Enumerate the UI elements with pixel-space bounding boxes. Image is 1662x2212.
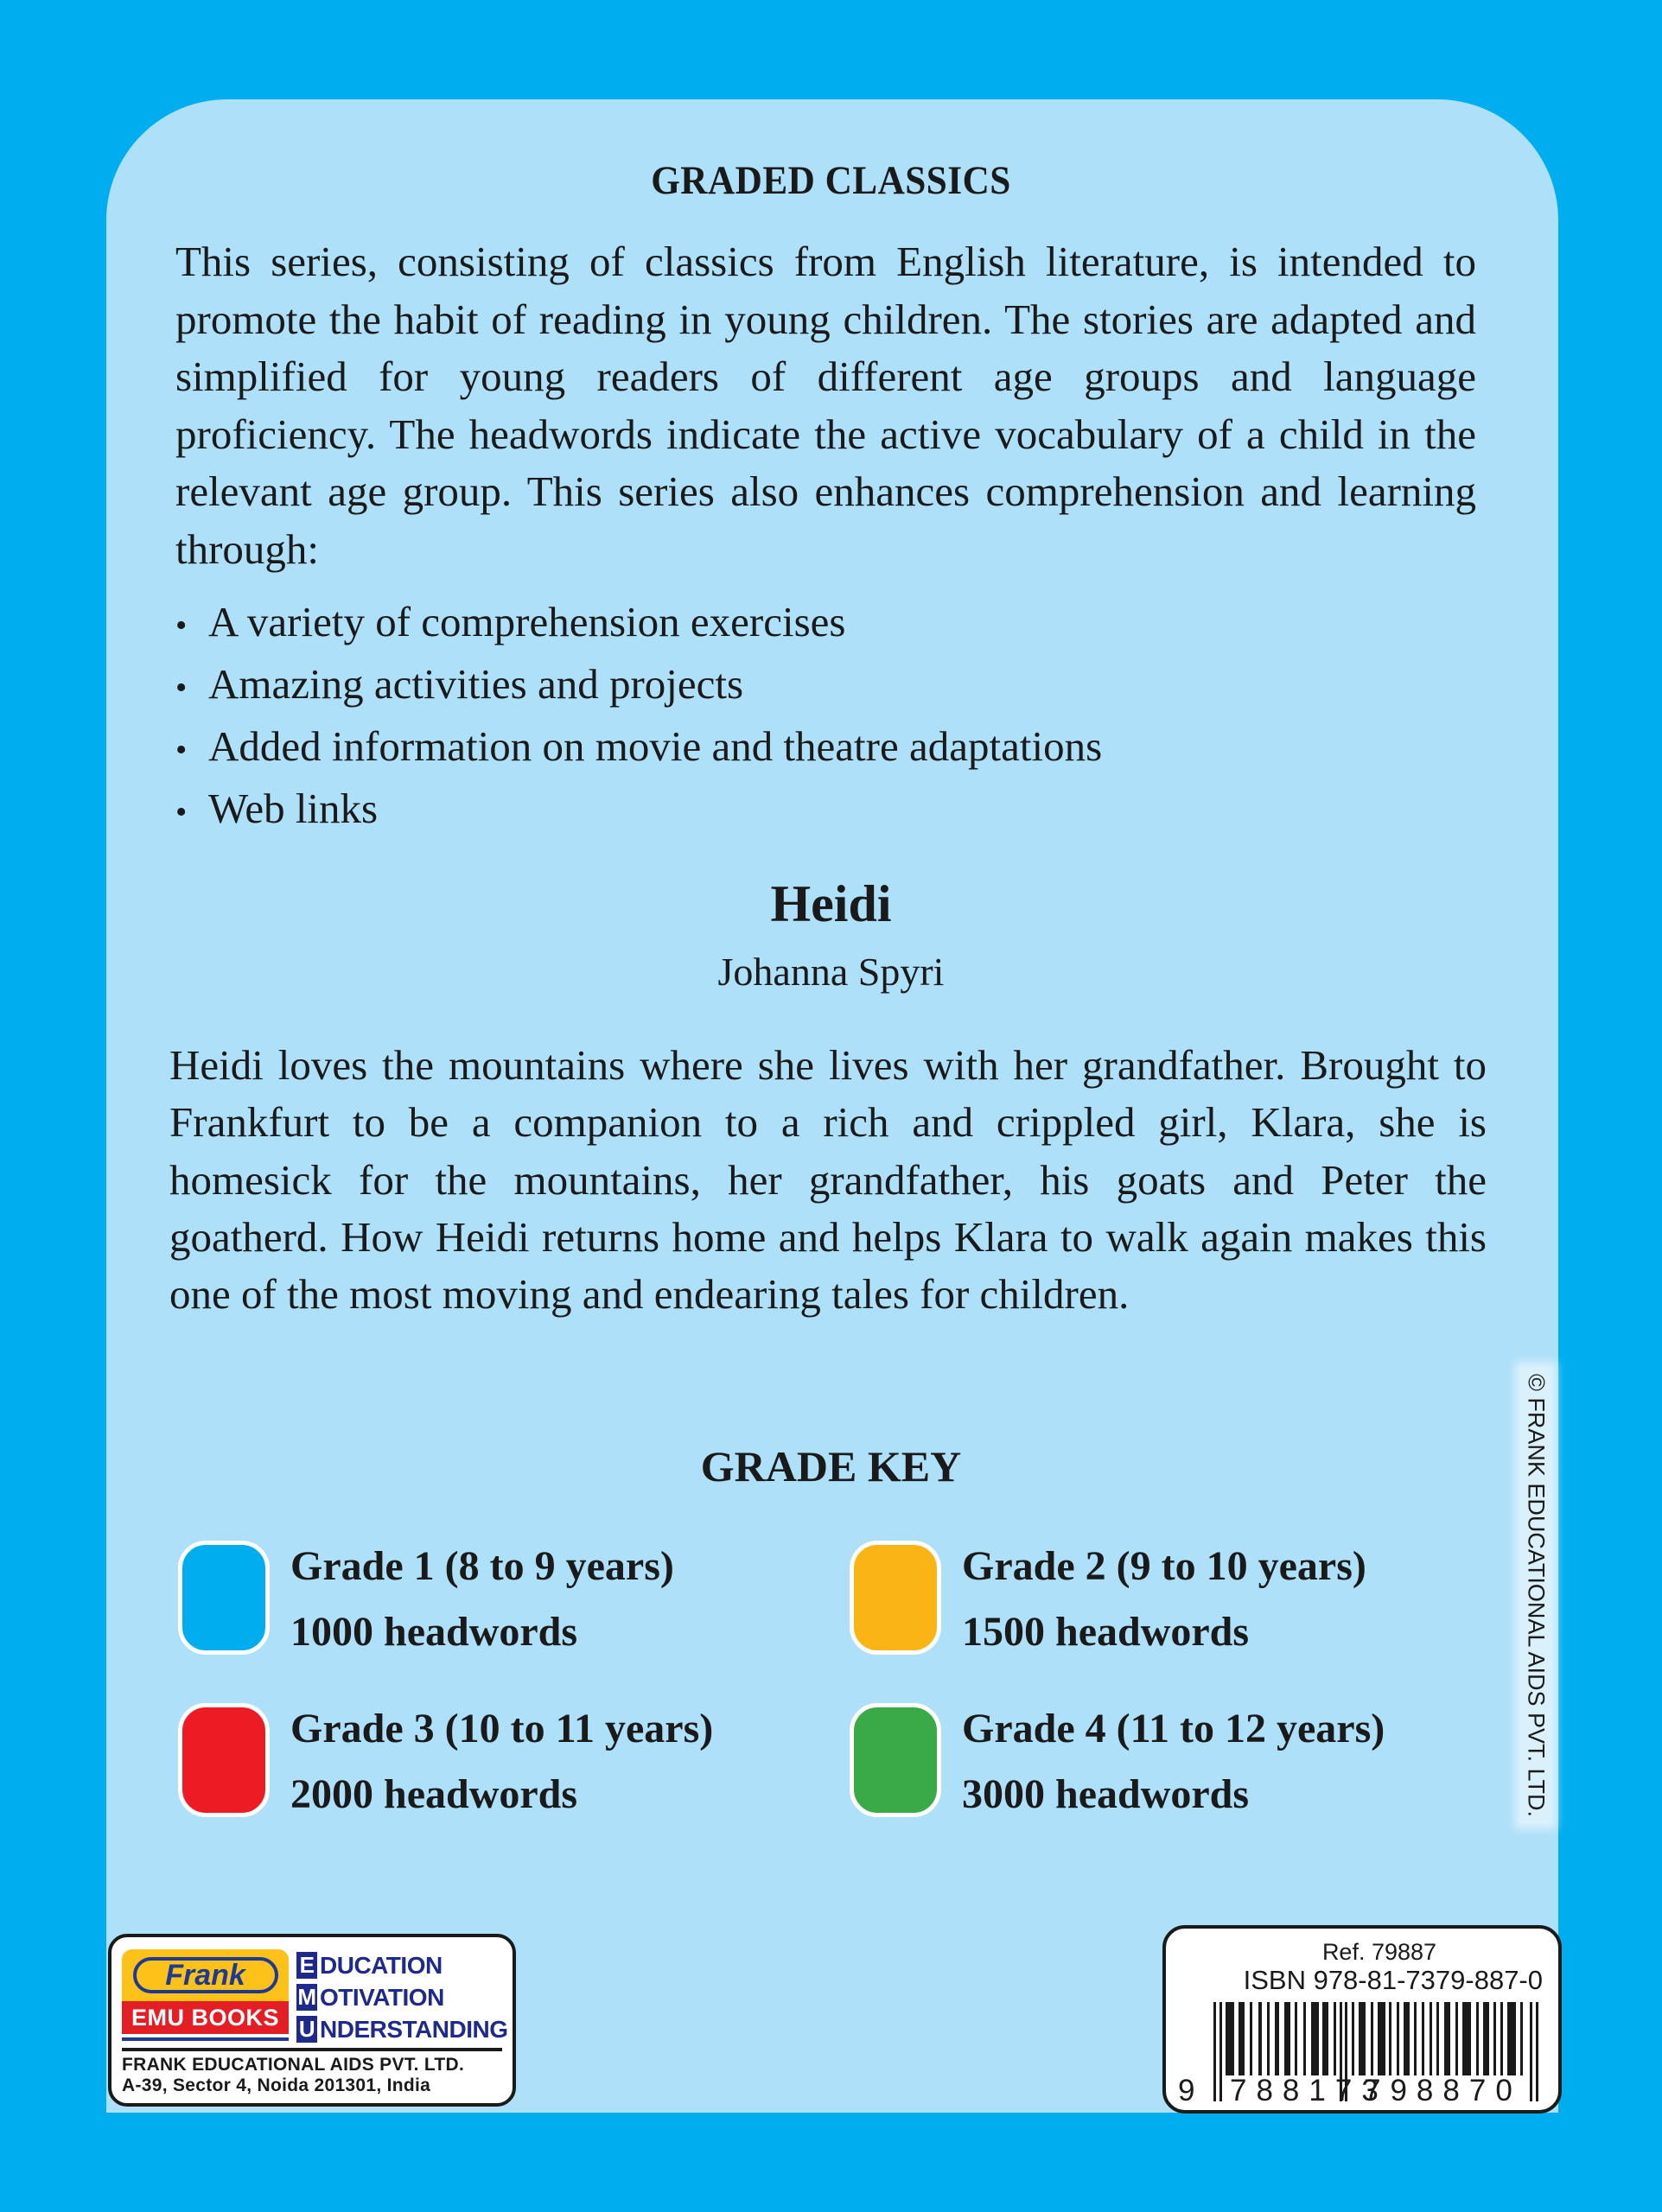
grade-headwords: 3000 headwords bbox=[962, 1771, 1250, 1817]
bullet-icon: • bbox=[175, 670, 188, 706]
grade-1-color-swatch bbox=[178, 1541, 270, 1655]
book-author: Johanna Spyri bbox=[717, 950, 945, 994]
grade-headwords: 1500 headwords bbox=[962, 1609, 1250, 1655]
feature-item: • A variety of comprehension exercises bbox=[175, 593, 1102, 655]
publisher-name: FRANK EDUCATIONAL AIDS PVT. LTD. bbox=[122, 2055, 465, 2075]
feature-list bbox=[175, 593, 1102, 842]
grade-headwords: 2000 headwords bbox=[290, 1771, 578, 1817]
series-title: GRADED CLASSICS bbox=[651, 158, 1011, 203]
bullet-icon: • bbox=[175, 732, 188, 768]
book-description: Heidi loves the mountains where she lives with her grandfather. Brought to Frankfurt to be a companion to a rich and crippled girl, Klara, she is homesick for the mountains, her grandfather, his goats and Peter the goatherd. How Heidi returns home and helps Klara to walk again makes this one of the most moving and endearing tales for children. bbox=[169, 1041, 1487, 1319]
grade-3-color-swatch bbox=[178, 1703, 270, 1817]
grade-label: Grade 4 (11 to 12 years) bbox=[962, 1706, 1385, 1751]
bullet-icon: • bbox=[175, 794, 188, 830]
emu-tagline: E DUCATION M OTIVATION U NDERSTANDING bbox=[297, 1951, 508, 2043]
grade-1 bbox=[178, 1541, 674, 1665]
feature-item: • Web links bbox=[175, 779, 1102, 842]
divider bbox=[122, 2048, 502, 2051]
grade-headwords: 1000 headwords bbox=[290, 1609, 578, 1655]
emu-books-label: EMU BOOKS bbox=[122, 2001, 289, 2034]
isbn-number: ISBN 978-81-7379-887-0 bbox=[1243, 1965, 1543, 1995]
grade-2 bbox=[850, 1541, 1366, 1665]
frank-logo-oval: Frank bbox=[133, 1957, 278, 1993]
publisher-logo-box bbox=[108, 1934, 516, 2107]
feature-item: • Added information on movie and theatre adaptations bbox=[175, 717, 1102, 779]
grade-4 bbox=[850, 1703, 1385, 1827]
bullet-icon: • bbox=[175, 607, 188, 644]
grade-label: Grade 3 (10 to 11 years) bbox=[290, 1706, 714, 1751]
grade-key-title: GRADE KEY bbox=[700, 1442, 962, 1491]
grade-4-color-swatch bbox=[850, 1703, 941, 1817]
isbn-barcode-box: Ref. 79887 ISBN 978-81-7379-887-0 9 788173 798870 bbox=[1162, 1925, 1562, 2113]
feature-item: • Amazing activities and projects bbox=[175, 655, 1102, 717]
book-title: Heidi bbox=[770, 875, 892, 932]
reference-number: Ref. 79887 bbox=[1321, 1939, 1437, 1965]
grade-3 bbox=[178, 1703, 713, 1827]
grade-label: Grade 2 (9 to 10 years) bbox=[962, 1543, 1366, 1589]
series-intro: This series, consisting of classics from English literature, is intended to promote the habit of reading in young children. The stories are adapted and simplified for young readers of different age groups and language proficiency. The headwords indicate the active vocabulary of a child in the relevant age group. This series also enhances comprehension and learning through: bbox=[175, 238, 1476, 573]
publisher-address: A-39, Sector 4, Noida 201301, India bbox=[122, 2075, 431, 2095]
grade-label: Grade 1 (8 to 9 years) bbox=[290, 1543, 674, 1589]
copyright-notice: © FRANK EDUCATIONAL AIDS PVT. LTD. bbox=[1520, 1367, 1552, 1824]
grade-2-color-swatch bbox=[850, 1541, 941, 1655]
frank-emu-logo bbox=[122, 1949, 289, 2041]
